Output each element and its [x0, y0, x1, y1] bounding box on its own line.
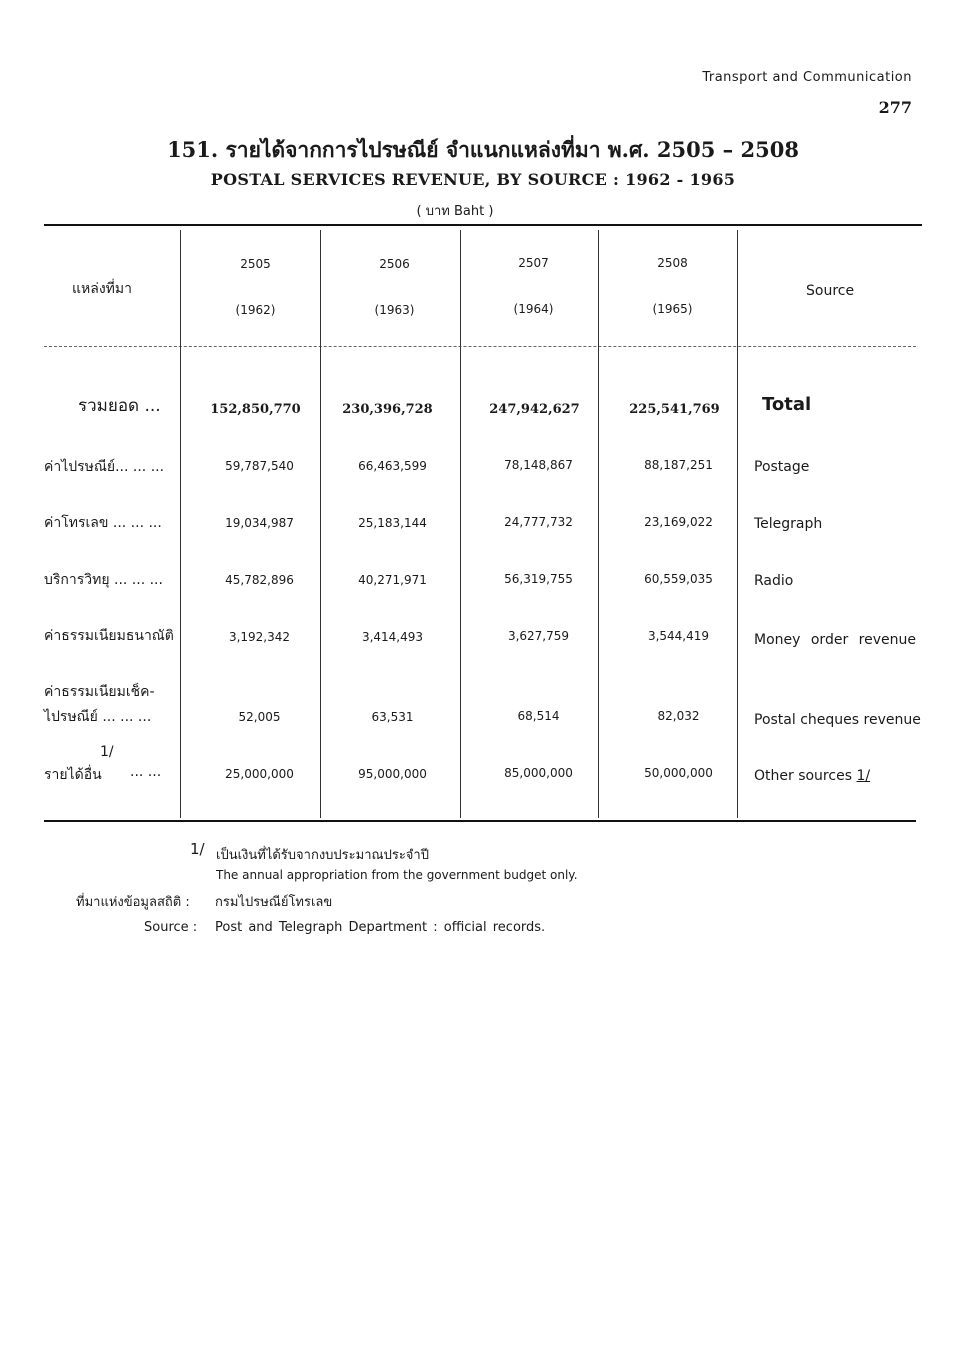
source-label-thai: ที่มาแห่งข้อมูลสถิติ : [76, 895, 190, 910]
footnote-marker: 1/ [190, 840, 205, 858]
column-header-year-ce: (1965) [652, 302, 693, 316]
column-header-year-ce: (1962) [235, 303, 276, 317]
table-cell: 66,463,599 [358, 459, 427, 473]
row-label-thai: รวมยอด ... [78, 396, 161, 416]
table-cell: 56,319,755 [504, 572, 573, 586]
table-cell: 78,148,867 [504, 458, 573, 472]
table-cell: 52,005 [238, 710, 281, 724]
table-title-english: POSTAL SERVICES REVENUE, BY SOURCE : 1962 - 1965 [210, 170, 736, 189]
page-number: 277 [878, 98, 912, 117]
row-label-thai: ค่าไปรษณีย์... ... ... [44, 459, 165, 475]
table-cell: 60,559,035 [644, 572, 713, 586]
column-header-year-be: 2505 [240, 257, 271, 271]
row-label-english: Telegraph [754, 516, 823, 532]
table-bottom-rule [44, 820, 916, 822]
section-header: Transport and Communication [702, 70, 912, 85]
footnote-marker: 1/ [100, 744, 114, 760]
table-number: 151. [167, 137, 219, 162]
footnote-thai: เป็นเงินที่ได้รับจากงบประมาณประจำปี [216, 848, 429, 863]
row-label-english: Postal cheques revenue [754, 712, 921, 728]
table-cell: 3,627,759 [507, 629, 570, 643]
table-cell: 247,942,627 [489, 402, 580, 417]
source-label-english: Source : [144, 920, 198, 935]
column-header-year-ce: (1963) [374, 303, 415, 317]
row-label-thai: รายได้อื่น [44, 767, 102, 783]
table-cell: 63,531 [371, 710, 414, 724]
row-label-english-text: Other sources [754, 768, 852, 784]
column-header-year-be: 2507 [518, 256, 549, 270]
table-cell: 24,777,732 [504, 515, 573, 529]
table-cell: 23,169,022 [644, 515, 713, 529]
row-label-thai: ค่าโทรเลข ... ... ... [44, 515, 162, 531]
row-label-thai: ค่าธรรมเนียมธนาณัติ [44, 628, 174, 644]
table-cell: 3,544,419 [647, 629, 710, 643]
table-cell: 59,787,540 [225, 459, 294, 473]
table-cell: 25,183,144 [358, 516, 427, 530]
label-header-thai: แหล่งที่มา [72, 281, 132, 297]
table-cell: 230,396,728 [342, 402, 433, 417]
row-label-english [754, 768, 870, 784]
title-thai-text: รายได้จากการไปรษณีย์ จำแนกแหล่งที่มา พ.ศ. 2505 – 2508 [225, 137, 799, 162]
source-english: Post and Telegraph Department : official records. [215, 920, 546, 935]
table-cell: 85,000,000 [504, 766, 573, 780]
row-label-english: Total [762, 394, 812, 415]
table-cell: 50,000,000 [644, 766, 713, 780]
row-label-english: Radio [754, 573, 794, 589]
column-header-year-ce: (1964) [513, 302, 554, 316]
table-cell: 152,850,770 [210, 402, 301, 417]
header-divider [44, 346, 916, 348]
table-cell: 3,414,493 [361, 630, 424, 644]
table-cell: 40,271,971 [358, 573, 427, 587]
source-thai: กรมไปรษณีย์โทรเลข [215, 895, 333, 910]
table-cell: 68,514 [517, 709, 560, 723]
table-cell: 82,032 [657, 709, 700, 723]
table-cell: 88,187,251 [644, 458, 713, 472]
row-label-english: Postage [754, 459, 810, 475]
table-cell: 95,000,000 [358, 767, 427, 781]
column-header-year-be: 2508 [657, 256, 688, 270]
column-header-year-be: 2506 [379, 257, 410, 271]
table-top-rule [44, 224, 922, 226]
row-label-thai: ค่าธรรมเนียมเช็ค- [44, 684, 155, 700]
row-label-thai-continued: ไปรษณีย์ ... ... ... [44, 709, 152, 725]
row-label-english: Money order revenue [754, 632, 916, 648]
unit-label: ( บาท Baht ) [416, 204, 494, 219]
table-cell: 45,782,896 [225, 573, 294, 587]
table-cell: 3,192,342 [228, 630, 291, 644]
table-cell: 225,541,769 [629, 402, 720, 417]
label-header-english: Source [806, 283, 855, 299]
table-cell: 19,034,987 [225, 516, 294, 530]
column-divider [180, 230, 181, 818]
table-cell: 25,000,000 [225, 767, 294, 781]
footnote-english: The annual appropriation from the government budget only. [216, 868, 578, 882]
table-title-thai [0, 134, 966, 167]
footnote-marker: 1/ [856, 768, 871, 784]
row-label-thai: บริการวิทยุ ... ... ... [44, 572, 163, 588]
row-label-dots: ... ... [130, 764, 162, 780]
